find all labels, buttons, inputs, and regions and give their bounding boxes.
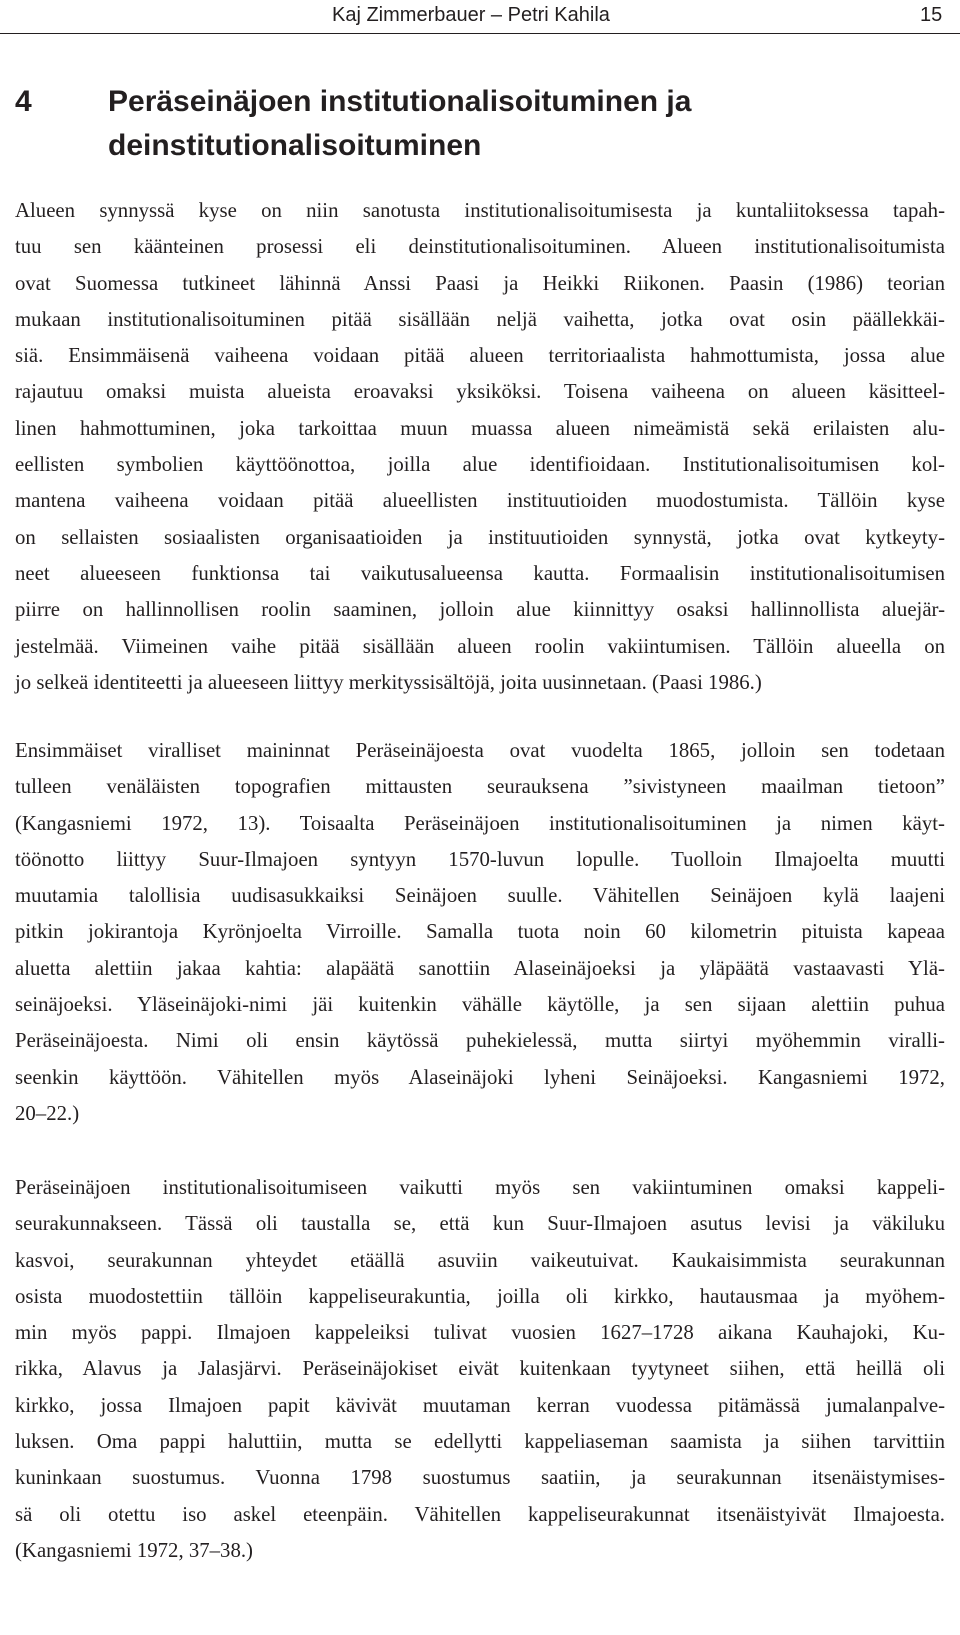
text-line: 20–22.) bbox=[15, 1101, 80, 1125]
chapter-number: 4 bbox=[15, 85, 32, 118]
text-line: Alueen synnyssä kyse on niin sanotusta institutionalisoitumisesta ja kuntaliitoksessa tapah- bbox=[15, 199, 945, 222]
text-line: Peräseinäjoesta. Nimi oli ensin käytössä puhekielessä, mutta siirtyi myöhemmin viralli- bbox=[15, 1029, 945, 1053]
chapter-title bbox=[108, 80, 938, 168]
chapter-title-line: deinstitutionalisoituminen bbox=[108, 129, 482, 162]
text-line: linen hahmottuminen, joka tarkoittaa muun muassa alueen nimeämistä sekä erilaisten alu- bbox=[15, 416, 945, 440]
text-line: rajautuu omaksi muista alueista eroavaksi yksiköksi. Toisena vaiheena on alueen käsitteel- bbox=[15, 380, 945, 404]
header-authors: Kaj Zimmerbauer – Petri Kahila bbox=[332, 4, 610, 26]
text-line: jo selkeä identiteetti ja alueeseen liittyy merkityssisältöjä, joita uusinnetaan. (Paasi 1986.) bbox=[15, 670, 762, 694]
header-rule bbox=[0, 33, 960, 34]
text-line: tuu sen käänteinen prosessi eli deinstitutionalisoituminen. Alueen institutionalisoitumista bbox=[15, 235, 945, 259]
text-line: jestelmää. Viimeinen vaihe pitää sisällään alueen roolin vakiintumisen. Tällöin alueella on bbox=[15, 634, 945, 658]
text-line: rikka, Alavus ja Jalasjärvi. Peräseinäjokiset eivät kuitenkaan tyytyneet siihen, että heillä oli bbox=[15, 1357, 945, 1381]
text-line: (Kangasniemi 1972, 13). Toisaalta Peräseinäjoen institutionalisoituminen ja nimen käyt- bbox=[15, 811, 945, 835]
text-line: kasvoi, seurakunnan yhteydet etäällä asuviin vaikeutuivat. Kaukaisimmista seurakunnan bbox=[15, 1248, 945, 1272]
text-line: kuninkaan suostumus. Vuonna 1798 suostumus saatiin, ja seurakunnan itsenäistymises- bbox=[15, 1466, 945, 1490]
text-line: osista muodostettiin tällöin kappeliseurakuntia, joilla oli kirkko, hautausmaa ja myöhem- bbox=[15, 1284, 945, 1308]
text-line: min myös pappi. Ilmajoen kappeleiksi tulivat vuosien 1627–1728 aikana Kauhajoki, Ku- bbox=[15, 1321, 945, 1345]
text-line: siä. Ensimmäisenä vaiheena voidaan pitää alueen territoriaalista hahmottumista, jossa alue bbox=[15, 344, 945, 368]
text-line: tulleen venäläisten topografien mittausten seurauksena ”sivistyneen maailman tietoon” bbox=[15, 775, 945, 799]
text-line: töönotto liittyy Suur-Ilmajoen syntyyn 1570-luvun lopulle. Tuolloin Ilmajoelta muutti bbox=[15, 847, 945, 871]
text-line: sä oli otettu iso askel eteenpäin. Vähitellen kappeliseurakunnat itsenäistyivät Ilmajoesta. bbox=[15, 1502, 945, 1526]
text-line: ovat Suomessa tutkineet lähinnä Anssi Paasi ja Heikki Riikonen. Paasin (1986) teorian bbox=[15, 271, 945, 295]
text-line: eellisten symbolien käyttöönottoa, joilla alue identifioidaan. Institutionalisoitumisen kol- bbox=[15, 453, 945, 477]
paragraph-2 bbox=[15, 733, 945, 1132]
text-line: seenkin käyttöön. Vähitellen myös Alaseinäjoki lyheni Seinäjoeksi. Kangasniemi 1972, bbox=[15, 1065, 945, 1089]
text-line: muutamia talollisia uudisasukkaiksi Seinäjoen suulle. Vähitellen Seinäjoen kylä laajeni bbox=[15, 884, 945, 908]
text-line: on sellaisten sosiaalisten organisaatioiden ja instituutioiden synnystä, jotka ovat kytkeyty- bbox=[15, 525, 945, 549]
text-line: Peräseinäjoen institutionalisoitumiseen vaikutti myös sen vakiintuminen omaksi kappeli- bbox=[15, 1176, 945, 1199]
text-line: aluetta alettiin jakaa kahtia: alapäätä sanottiin Alaseinäjoeksi ja yläpäätä vastaavasti Ylä- bbox=[15, 956, 945, 980]
text-line: mantena vaiheena voidaan pitää alueellisten instituutioiden muodostumista. Tällöin kyse bbox=[15, 489, 945, 513]
page-number: 15 bbox=[920, 4, 943, 26]
text-line: kirkko, jossa Ilmajoen papit kävivät muutaman kerran vuodessa pitämässä jumalanpalve- bbox=[15, 1393, 945, 1417]
text-line: piirre on hallinnollisen roolin saaminen, jolloin alue kiinnittyy osaksi hallinnollista aluejär- bbox=[15, 598, 945, 622]
running-header bbox=[0, 0, 960, 32]
text-line: neet alueeseen funktionsa tai vaikutusalueensa kautta. Formaalisin institutionalisoitumisen bbox=[15, 561, 945, 585]
chapter-title-line: Peräseinäjoen institutionalisoituminen ja bbox=[108, 85, 692, 118]
text-line: luksen. Oma pappi haluttiin, mutta se edellytti kappeliaseman saamista ja siihen tarvittiin bbox=[15, 1430, 945, 1454]
text-line: seurakunnakseen. Tässä oli taustalla se, että kun Suur-Ilmajoen asutus levisi ja väkiluku bbox=[15, 1212, 945, 1236]
text-line: mukaan institutionalisoituminen pitää sisällään neljä vaihetta, jotka ovat osin päällekkäi- bbox=[15, 307, 945, 331]
paragraph-3 bbox=[15, 1170, 945, 1569]
paragraph-1 bbox=[15, 193, 945, 701]
text-line: seinäjoeksi. Yläseinäjoki-nimi jäi kuitenkin vähälle käytölle, ja sen sijaan alettiin puhua bbox=[15, 993, 945, 1017]
text-line: Ensimmäiset viralliset maininnat Peräseinäjoesta ovat vuodelta 1865, jolloin sen todetaan bbox=[15, 739, 945, 762]
text-line: pitkin jokirantoja Kyrönjoelta Virroille. Samalla tuota noin 60 kilometrin pituista kapeaa bbox=[15, 920, 945, 944]
text-line: (Kangasniemi 1972, 37–38.) bbox=[15, 1538, 253, 1562]
